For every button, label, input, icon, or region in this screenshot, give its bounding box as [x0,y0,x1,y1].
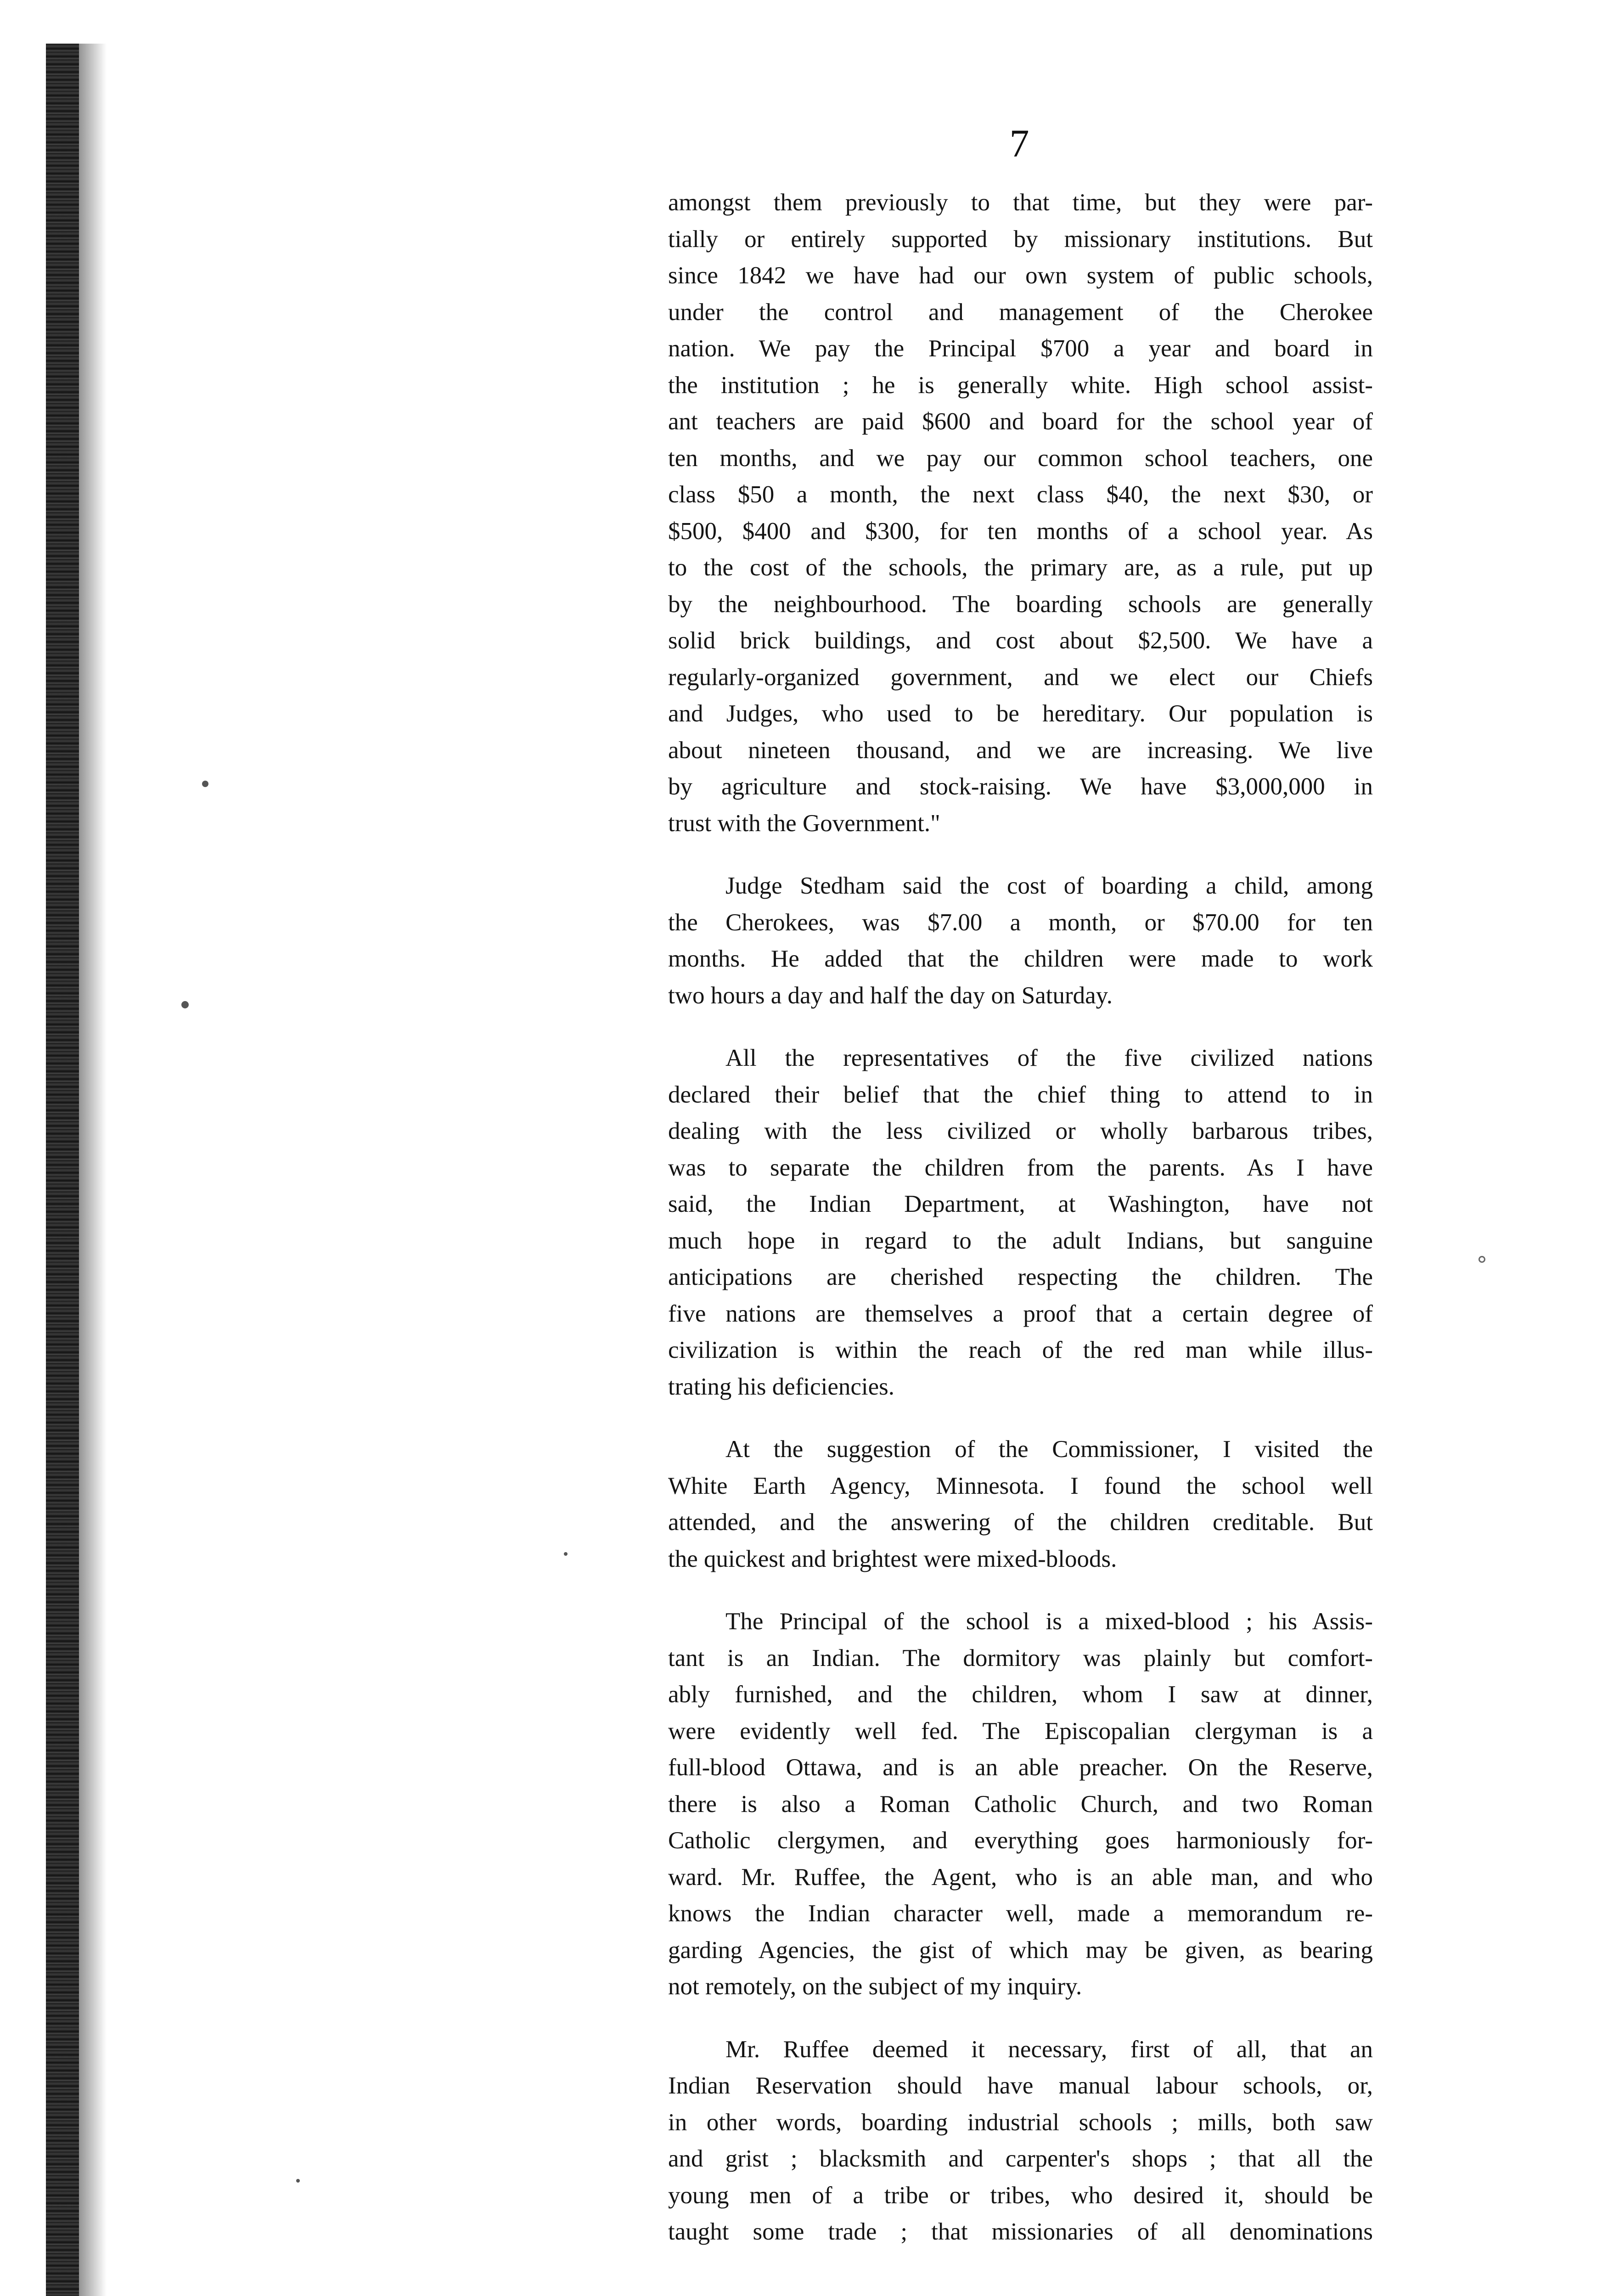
text-line: and Judges, who used to be hereditary. Our population is [668,700,1373,727]
text-line: full-blood Ottawa, and is an able preacher. On the Reserve, [668,1754,1373,1781]
scan-speck [202,781,208,787]
text-line: by agriculture and stock-raising. We have $3,000,000 in [668,773,1373,800]
text-line: taught some trade ; that missionaries of all denominations [668,2218,1373,2245]
text-line: not remotely, on the subject of my inquiry. [668,1973,1082,2000]
text-line: in other words, boarding industrial schools ; mills, both saw [668,2109,1373,2136]
scan-speck [1478,1256,1485,1263]
text-line: the quickest and brightest were mixed-bloods. [668,1545,1117,1572]
text-line: All the representatives of the five civilized nations [725,1045,1373,1071]
text-line: five nations are themselves a proof that a certain degree of [668,1300,1373,1327]
paragraph-3 [668,1040,1373,1405]
scan-speck [564,1552,568,1556]
text-line: was to separate the children from the parents. As I have [668,1154,1373,1181]
text-line: regularly-organized government, and we elect our Chiefs [668,664,1373,691]
text-line: much hope in regard to the adult Indians, but sanguine [668,1227,1373,1254]
text-line: ward. Mr. Ruffee, the Agent, who is an able man, and who [668,1863,1373,1891]
text-line: under the control and management of the Cherokee [668,298,1373,326]
text-line: At the suggestion of the Commissioner, I visited the [725,1436,1373,1463]
text-line: two hours a day and half the day on Saturday. [668,982,1113,1009]
text-line: trust with the Government." [668,810,940,837]
text-line: Indian Reservation should have manual labour schools, or, [668,2072,1373,2099]
text-line: and grist ; blacksmith and carpenter's shops ; that all the [668,2145,1373,2172]
binding-edge [46,44,79,2296]
text-line: by the neighbourhood. The boarding schools are generally [668,591,1373,618]
text-line: solid brick buildings, and cost about $2,500. We have a [668,627,1373,654]
text-line: amongst them previously to that time, but they were par- [668,189,1373,216]
text-line: attended, and the answering of the children creditable. But [668,1509,1373,1536]
paragraph-1 [668,185,1373,842]
text-line: $500, $400 and $300, for ten months of a school year. As [668,518,1373,545]
text-line: ten months, and we pay our common school teachers, one [668,445,1373,472]
text-line: about nineteen thousand, and we are increasing. We live [668,737,1373,764]
text-line: knows the Indian character well, made a memorandum re- [668,1900,1373,1927]
text-line: months. He added that the children were made to work [668,945,1373,972]
paragraph-5 [668,1604,1373,2005]
paragraph-6 [668,2032,1373,2251]
scan-speck [181,1001,189,1008]
text-line: the Cherokees, was $7.00 a month, or $70.00 for ten [668,909,1373,936]
text-line: Catholic clergymen, and everything goes harmoniously for- [668,1827,1373,1854]
scan-speck [296,2179,300,2183]
text-line: the institution ; he is generally white. High school assist- [668,371,1373,399]
text-line: ant teachers are paid $600 and board for the school year of [668,408,1373,435]
text-line: The Principal of the school is a mixed-blood ; his Assis- [725,1608,1373,1635]
text-line: Mr. Ruffee deemed it necessary, first of all, that an [725,2036,1373,2063]
page-number: 7 [1009,121,1029,165]
text-line: White Earth Agency, Minnesota. I found the school well [668,1472,1373,1499]
text-line: Judge Stedham said the cost of boarding a child, among [725,872,1373,899]
text-line: said, the Indian Department, at Washington, have not [668,1191,1373,1217]
paragraph-2 [668,868,1373,1014]
text-line: anticipations are cherished respecting the children. The [668,1264,1373,1290]
text-line: there is also a Roman Catholic Church, and two Roman [668,1790,1373,1818]
text-line: class $50 a month, the next class $40, the next $30, or [668,481,1373,508]
text-line: were evidently well fed. The Episcopalian clergyman is a [668,1717,1373,1745]
text-line: ably furnished, and the children, whom I saw at dinner, [668,1681,1373,1708]
text-line: since 1842 we have had our own system of public schools, [668,262,1373,289]
binding-shadow [79,44,107,2296]
text-line: trating his deficiencies. [668,1373,895,1400]
text-line: dealing with the less civilized or wholly barbarous tribes, [668,1118,1373,1144]
paragraph-4 [668,1431,1373,1577]
text-line: young men of a tribe or tribes, who desired it, should be [668,2182,1373,2209]
text-line: garding Agencies, the gist of which may be given, as bearing [668,1936,1373,1964]
text-line: tant is an Indian. The dormitory was plainly but comfort- [668,1644,1373,1671]
text-line: tially or entirely supported by missionary institutions. But [668,225,1373,253]
text-line: to the cost of the schools, the primary are, as a rule, put up [668,554,1373,581]
text-line: civilization is within the reach of the red man while illus- [668,1337,1373,1363]
body-text [668,185,1373,2251]
text-line: declared their belief that the chief thing to attend to in [668,1081,1373,1108]
text-line: nation. We pay the Principal $700 a year and board in [668,335,1373,362]
